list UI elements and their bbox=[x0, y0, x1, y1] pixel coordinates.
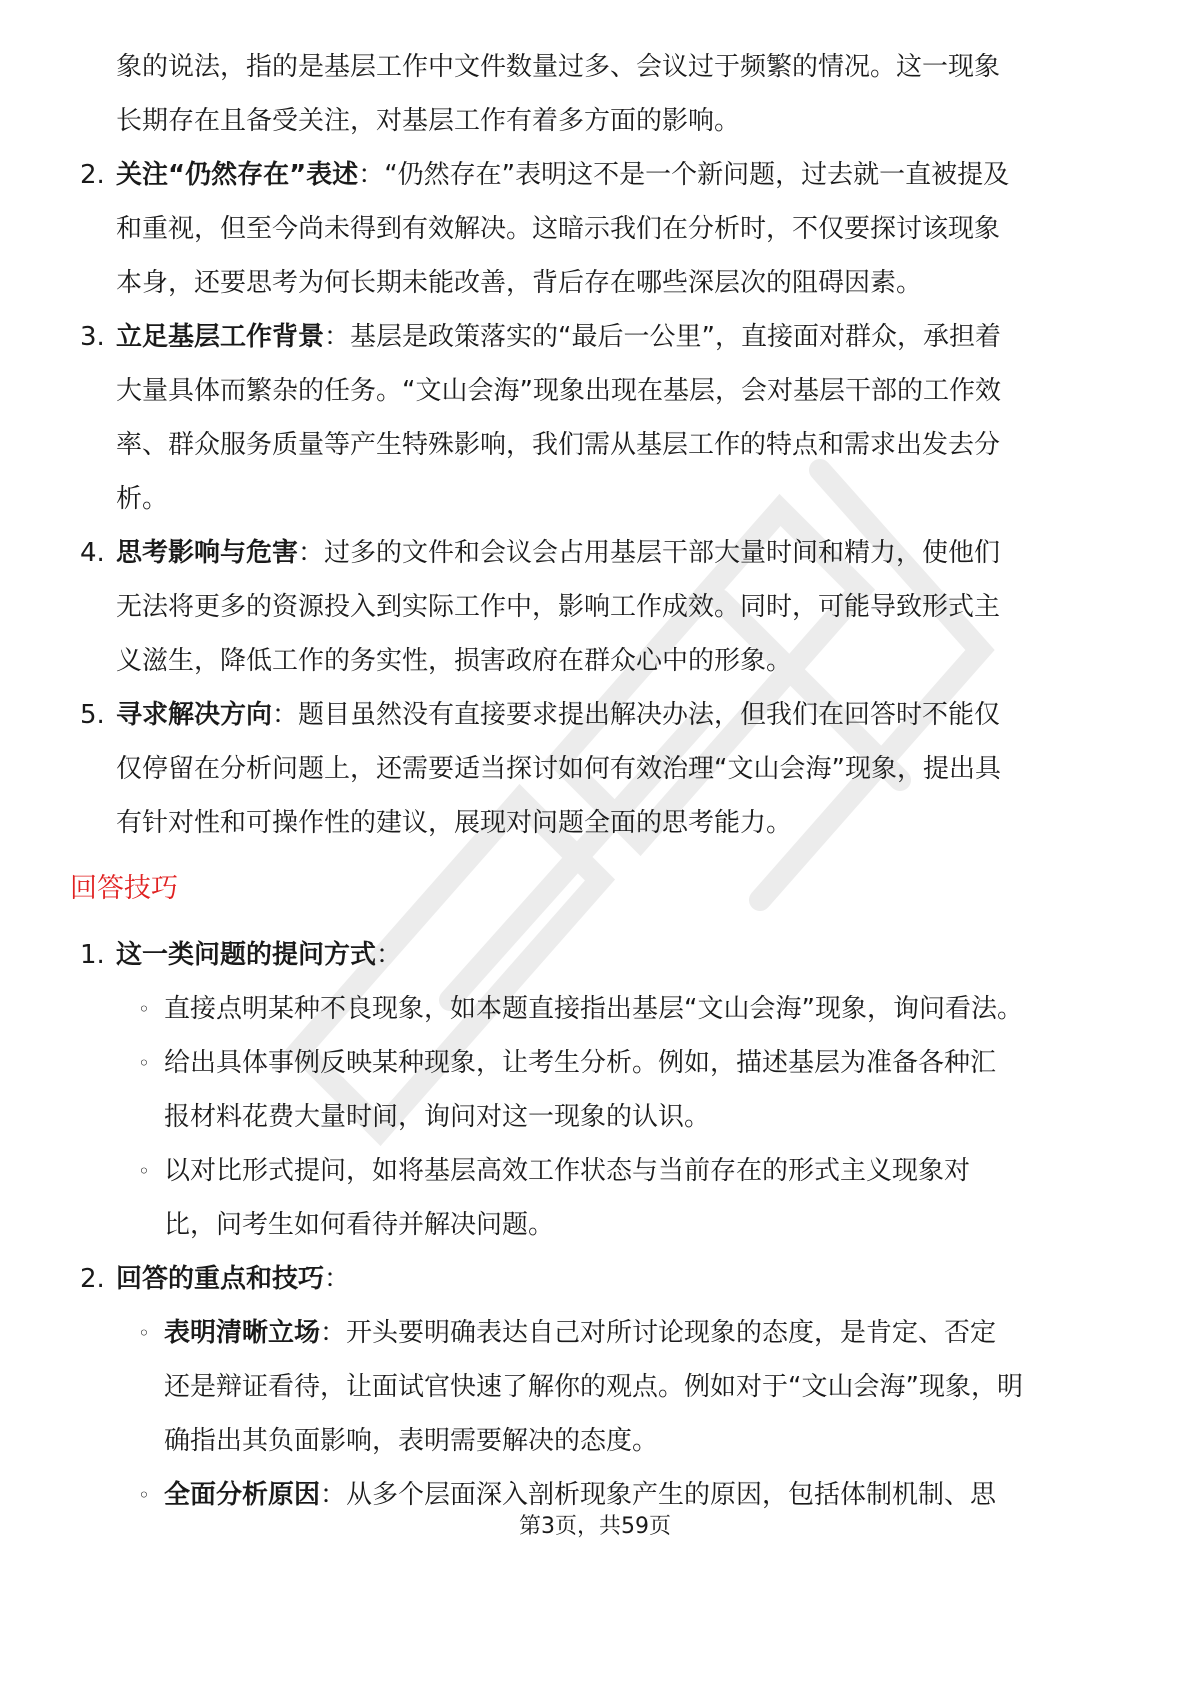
list-item-text: 义滋生，降低工作的务实性，损害政府在群众心中的形象。 bbox=[116, 646, 793, 676]
bullet-text: 确指出其负面影响，表明需要解决的态度。 bbox=[164, 1426, 659, 1456]
list-item bbox=[116, 310, 1001, 364]
list-item bbox=[116, 688, 1000, 742]
list-item-text: 本身，还要思考为何长期未能改善，背后存在哪些深层次的阻碍因素。 bbox=[116, 268, 923, 298]
list-item-title: 立足基层工作背景 bbox=[116, 322, 325, 352]
list-item-title: 关注“仍然存在”表述 bbox=[116, 160, 359, 190]
bullet-icon: ◦ bbox=[138, 997, 150, 1021]
list-item-title: 寻求解决方向 bbox=[116, 700, 273, 730]
list-item-text: ：“仍然存在”表明这不是一个新问题，过去就一直被提及 bbox=[358, 160, 1010, 190]
list-item bbox=[116, 526, 1000, 580]
list-item-text: ：基层是政策落实的“最后一公里”，直接面对群众，承担着 bbox=[324, 322, 1001, 352]
intro-line: 象的说法，指的是基层工作中文件数量过多、会议过于频繁的情况。这一现象 bbox=[116, 52, 1001, 82]
list-item-text: 仅停留在分析问题上，还需要适当探讨如何有效治理“文山会海”现象，提出具 bbox=[116, 754, 1001, 784]
list-item-text: 大量具体而繁杂的任务。“文山会海”现象出现在基层，会对基层干部的工作效 bbox=[116, 376, 1001, 406]
bullet-text: ：从多个层面深入剖析现象产生的原因，包括体制机制、思 bbox=[320, 1480, 997, 1510]
list-item bbox=[116, 1252, 350, 1306]
bullet-text: 报材料花费大量时间，询问对这一现象的认识。 bbox=[164, 1102, 711, 1132]
list-number: 2. bbox=[80, 160, 105, 190]
bullet-title: 全面分析原因 bbox=[164, 1480, 321, 1510]
list-item-title: 思考影响与危害 bbox=[116, 538, 299, 568]
bullet-text: 给出具体事例反映某种现象，让考生分析。例如，描述基层为准备各种汇 bbox=[164, 1048, 997, 1078]
bullet-item bbox=[164, 1306, 996, 1360]
list-item-title: 这一类问题的提问方式 bbox=[116, 940, 377, 970]
bullet-text: 以对比形式提问，如将基层高效工作状态与当前存在的形式主义现象对 bbox=[164, 1156, 971, 1186]
list-item-text: ：过多的文件和会议会占用基层干部大量时间和精力，使他们 bbox=[298, 538, 1001, 568]
section-heading: 回答技巧 bbox=[70, 873, 178, 904]
list-item bbox=[116, 928, 402, 982]
list-item bbox=[116, 148, 1009, 202]
bullet-icon: ◦ bbox=[138, 1483, 150, 1507]
bullet-icon: ◦ bbox=[138, 1051, 150, 1075]
bullet-title: 表明清晰立场 bbox=[164, 1318, 321, 1348]
list-item-text: ：题目虽然没有直接要求提出解决办法，但我们在回答时不能仅 bbox=[272, 700, 1001, 730]
list-item-text: 率、群众服务质量等产生特殊影响，我们需从基层工作的特点和需求出发去分 bbox=[116, 430, 1001, 460]
list-item-text: ： bbox=[376, 940, 403, 970]
list-number: 2. bbox=[80, 1264, 105, 1294]
list-number: 4. bbox=[80, 538, 105, 568]
list-number: 3. bbox=[80, 322, 105, 352]
list-number: 5. bbox=[80, 700, 105, 730]
bullet-text: 还是辩证看待，让面试官快速了解你的观点。例如对于“文山会海”现象，明 bbox=[164, 1372, 1023, 1402]
list-item-text: ： bbox=[324, 1264, 351, 1294]
bullet-icon: ◦ bbox=[138, 1321, 150, 1345]
bullet-text: 比，问考生如何看待并解决问题。 bbox=[164, 1210, 555, 1240]
list-item-title: 回答的重点和技巧 bbox=[116, 1264, 325, 1294]
list-item-text: 有针对性和可操作性的建议，展现对问题全面的思考能力。 bbox=[116, 808, 793, 838]
list-item-text: 无法将更多的资源投入到实际工作中，影响工作成效。同时，可能导致形式主 bbox=[116, 592, 1001, 622]
bullet-text: ：开头要明确表达自己对所讨论现象的态度，是肯定、否定 bbox=[320, 1318, 997, 1348]
list-number: 1. bbox=[80, 940, 105, 970]
bullet-icon: ◦ bbox=[138, 1159, 150, 1183]
bullet-text: 直接点明某种不良现象，如本题直接指出基层“文山会海”现象，询问看法。 bbox=[164, 994, 1023, 1024]
intro-line: 长期存在且备受关注，对基层工作有着多方面的影响。 bbox=[116, 106, 741, 136]
page-footer: 第3页，共59页 bbox=[519, 1514, 671, 1539]
list-item-text: 和重视，但至今尚未得到有效解决。这暗示我们在分析时，不仅要探讨该现象 bbox=[116, 214, 1001, 244]
list-item-text: 析。 bbox=[116, 484, 169, 514]
